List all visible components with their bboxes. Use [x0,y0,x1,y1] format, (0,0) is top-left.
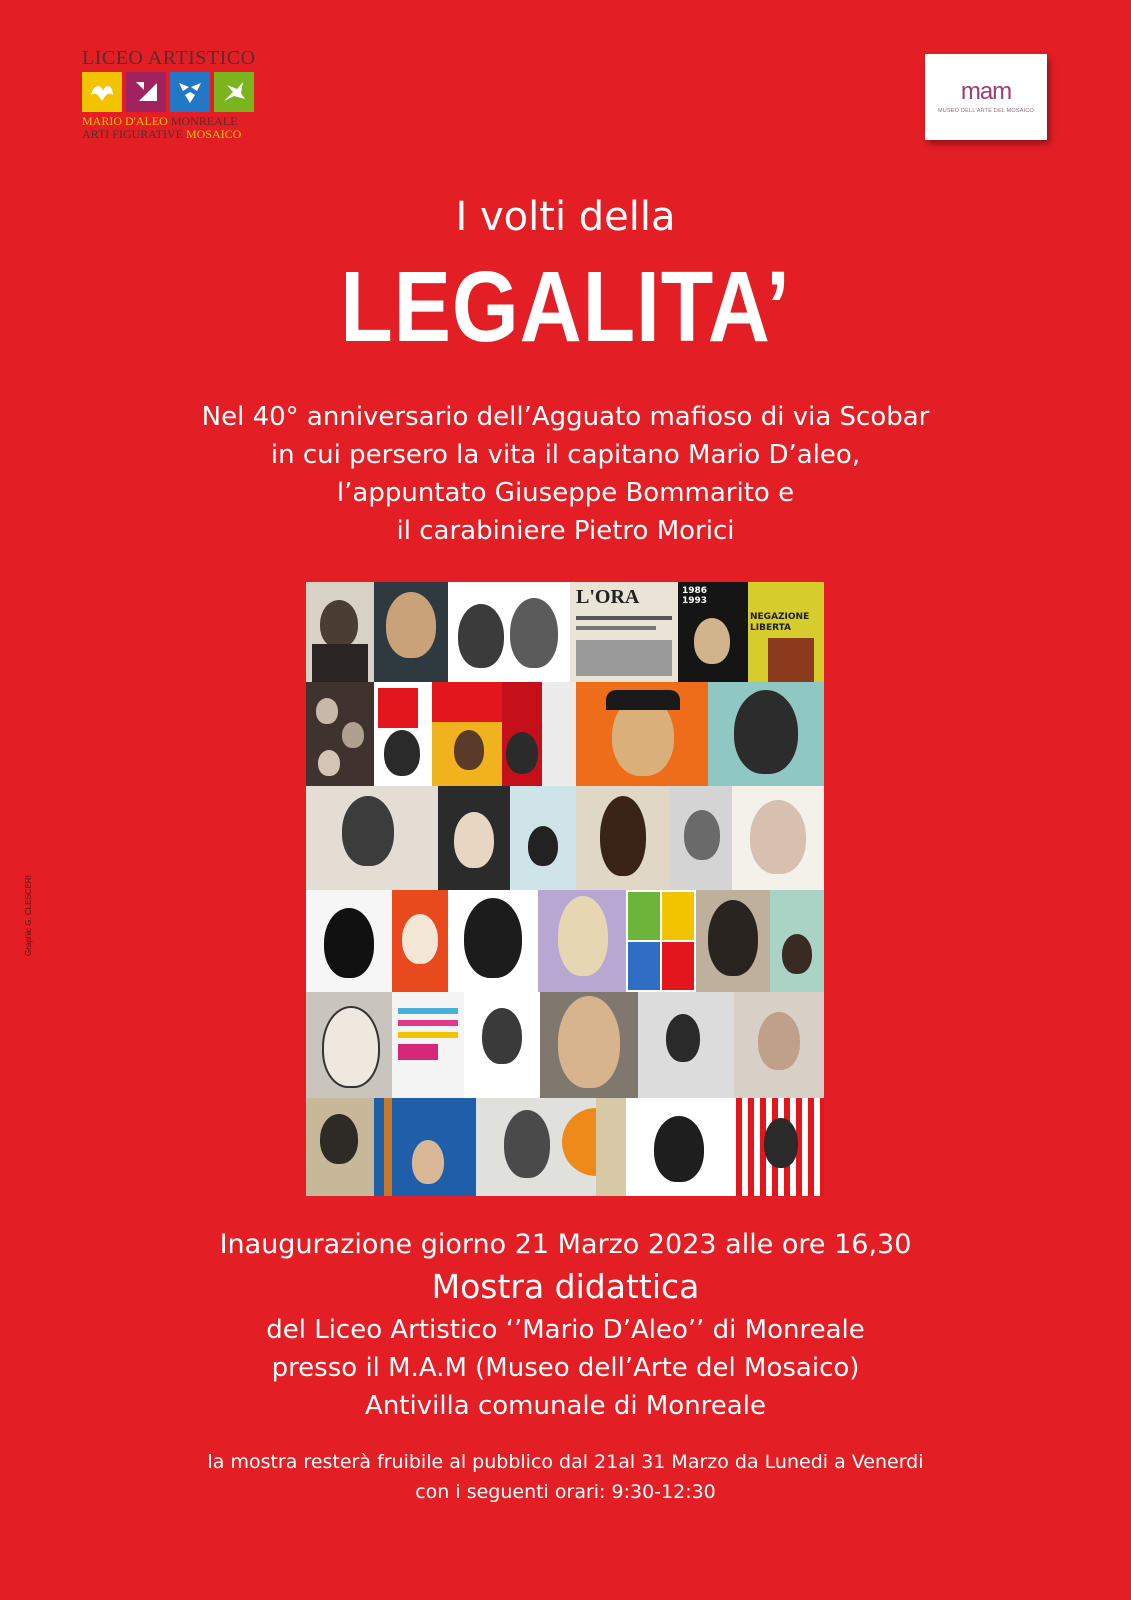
school-logo-course-2: MOSAICO [185,127,242,141]
portrait-tile [734,992,824,1098]
portrait-tile [670,786,732,890]
portrait-tile [306,682,374,786]
portrait-tile [392,992,464,1098]
portrait-tile [538,890,626,992]
portrait-tile [464,992,540,1098]
portrait-tile [306,992,392,1098]
portrait-tile [306,786,438,890]
school-logo-city: MONREALE [170,114,238,128]
portrait-tile [502,682,542,786]
intro-text [0,398,1131,550]
years-label: 1986 1993 [682,586,708,606]
school-logo-name: LICEO ARTISTICO [82,47,256,69]
museum-logo [925,54,1047,140]
logo-tile-purple-icon [126,72,166,112]
logo-tile-green-icon [214,72,254,112]
portrait-tile [448,890,538,992]
portrait-tile [626,890,696,992]
portrait-tile [306,1098,374,1196]
school-logo-name-part: MARIO D'ALEO [82,114,168,128]
portrait-tile [576,786,670,890]
intro-line: l’appuntato Giuseppe Bommarito e [336,478,795,508]
museum-logo-mark: mam [960,78,1012,105]
portrait-tile [626,1098,736,1196]
newspaper-masthead: L'ORA [576,586,640,608]
portrait-tile [392,890,448,992]
portrait-tile [510,786,576,890]
portrait-tile [374,582,448,682]
portrait-tile [596,1098,626,1196]
portrait-tile-newspaper [570,582,678,682]
portrait-tile [576,682,708,786]
school-logo-tiles [82,72,272,112]
portrait-tile [748,582,824,682]
museum-logo-caption: MUSEO DELL'ARTE DEL MOSAICO [938,108,1034,114]
badge-label: NEGAZIONE LIBERTA [750,612,810,633]
hours-text: con i seguenti orari: 9:30-12:30 [415,1481,716,1503]
portrait-tile [374,682,432,786]
portrait-tile [306,890,392,992]
portrait-tile [708,682,824,786]
portrait-tile [638,992,734,1098]
school-logo-course-1: ARTI FIGURATIVE [82,127,183,141]
graphic-credit: Graphic G. CLESCERI [24,875,33,956]
logo-tile-blue-icon [170,72,210,112]
portrait-tile [432,682,502,786]
inauguration-text: Inaugurazione giorno 21 Marzo 2023 alle ore 16,30 [219,1229,912,1260]
portrait-tile [438,786,510,890]
school-text: del Liceo Artistico ‘’Mario D’Aleo’’ di Monreale [266,1315,865,1345]
intro-line: in cui persero la vita il capitano Mario D’aleo, [270,440,861,470]
portrait-tile [448,582,570,682]
place-text: Antivilla comunale di Monreale [365,1391,766,1421]
portrait-tile [696,890,770,992]
schedule-text: la mostra resterà fruibile al pubblico dal 21al 31 Marzo da Lunedi a Venerdi [207,1451,924,1473]
title-big: LEGALITA’ [340,251,791,363]
portrait-tile [476,1098,596,1196]
logo-tile-yellow-icon [82,72,122,112]
portrait-tile [732,786,824,890]
school-logo-subtitle-2 [82,128,272,141]
portrait-tile [736,1098,824,1196]
portrait-tile [540,992,638,1098]
intro-line: Nel 40° anniversario dell’Agguato mafioso di via Scobar [201,402,930,432]
portrait-tile [678,582,748,682]
title-small: I volti della [455,194,676,240]
venue-text: presso il M.A.M (Museo dell’Arte del Mosaico) [271,1353,860,1383]
portrait-tile [374,1098,476,1196]
portrait-mosaic [306,582,824,1196]
portrait-tile [542,682,576,786]
intro-line: il carabiniere Pietro Morici [396,516,735,546]
school-logo [82,48,272,141]
exhibition-title: Mostra didattica [431,1267,700,1306]
portrait-tile [306,582,374,682]
portrait-tile [770,890,824,992]
